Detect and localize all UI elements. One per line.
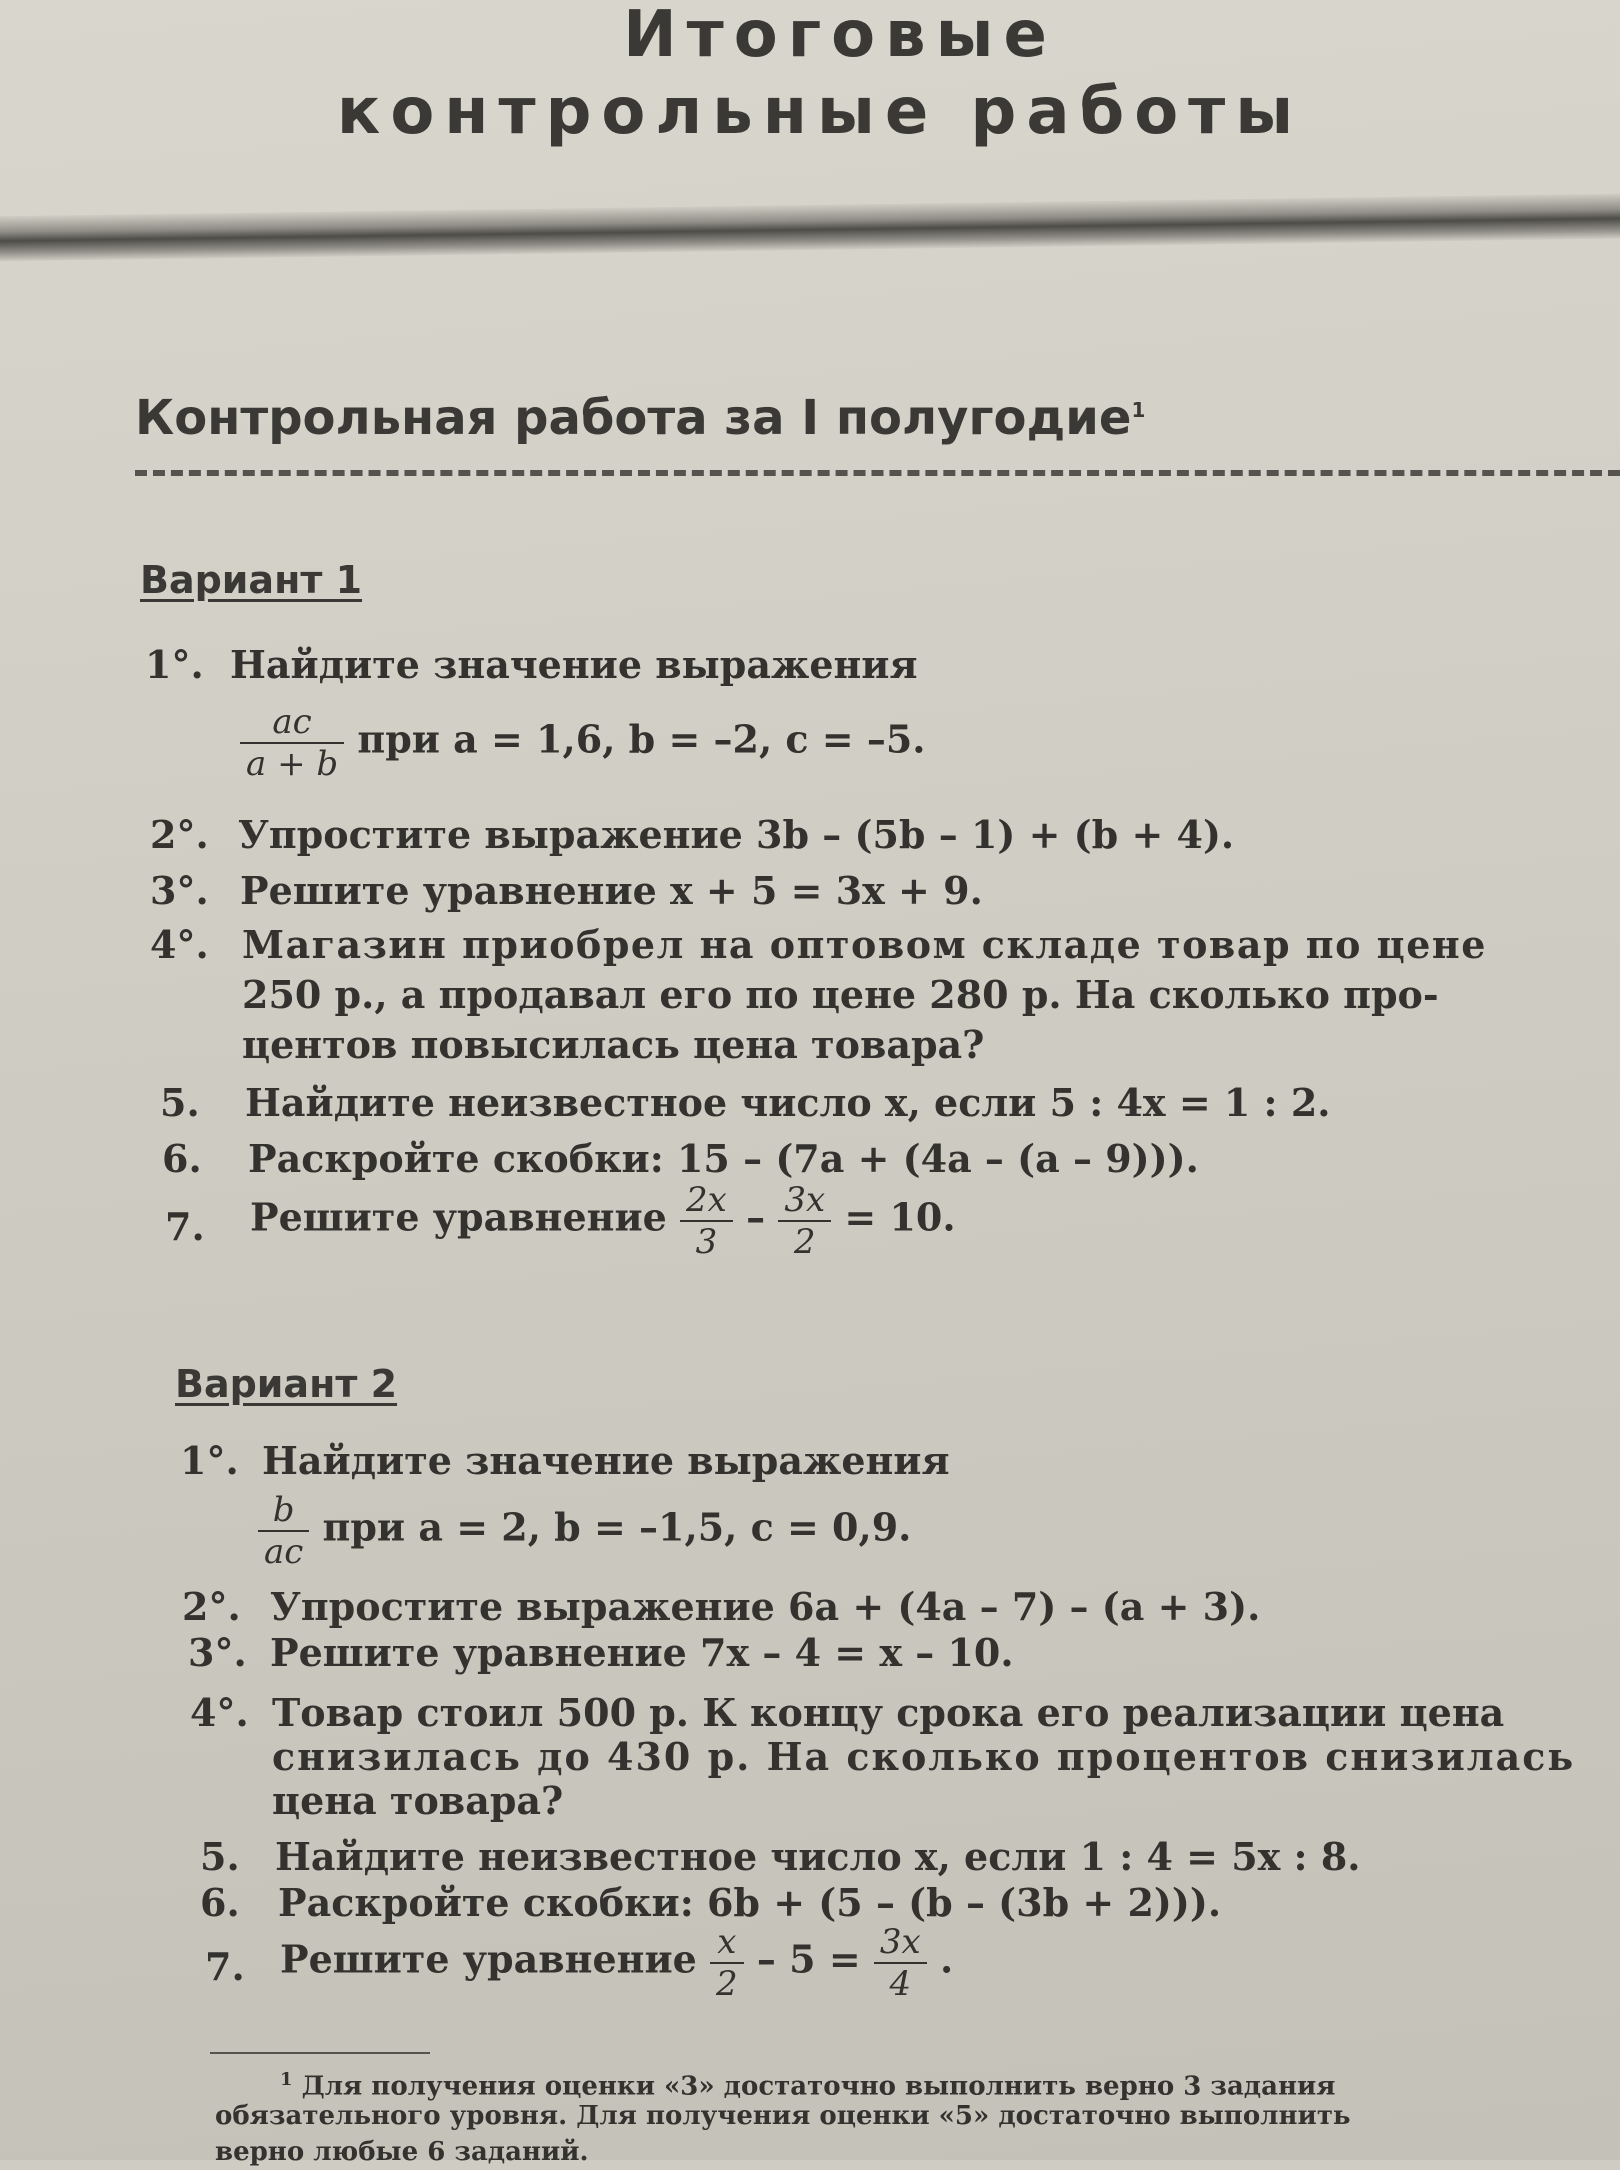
fraction xyxy=(258,1490,309,1572)
fraction-2 xyxy=(874,1922,927,2004)
fraction-numerator: 3x xyxy=(778,1180,831,1222)
v2-task-4 xyxy=(190,1690,1576,1825)
task-text-line2: снизилась до 430 р. На сколько процентов снизилась xyxy=(272,1734,1576,1779)
fraction-numerator: x xyxy=(710,1922,744,1964)
task-text: Раскройте скобки: 6b + (5 – (b – (3b + 2))). xyxy=(278,1880,1222,1925)
fraction-denominator: 2 xyxy=(716,1964,738,2004)
fraction-denominator: a + b xyxy=(246,744,339,784)
task-text-line1: Товар стоил 500 р. К концу срока его реализации цена xyxy=(272,1690,1505,1735)
fraction-1 xyxy=(680,1180,733,1262)
task-number: 7. xyxy=(165,1204,205,1249)
v1-task-7 xyxy=(165,1180,1565,1280)
v2-task-7 xyxy=(205,1922,1585,2024)
equation-rhs: = 10. xyxy=(844,1194,956,1240)
task-text: Решите уравнение xyxy=(250,1194,667,1240)
fraction-numerator: 2x xyxy=(680,1180,733,1222)
fraction-numerator: ac xyxy=(240,702,344,744)
task-number: 2°. xyxy=(150,812,209,857)
section-title-text: Контрольная работа за I полугодие xyxy=(135,390,1132,446)
task-formula xyxy=(240,702,926,784)
chapter-title-line2: контрольные работы xyxy=(336,75,1304,149)
fraction-1 xyxy=(710,1922,744,2004)
task-number: 7. xyxy=(205,1944,245,1989)
v1-task-2 xyxy=(150,812,1550,858)
task-values: при a = 2, b = –1,5, c = 0,9. xyxy=(322,1504,912,1550)
task-text: Упростите выражение 3b – (5b – 1) + (b + 4). xyxy=(238,812,1235,857)
task-text: Найдите неизвестное число x, если 1 : 4 = 5x : 8. xyxy=(275,1834,1361,1879)
task-number: 4°. xyxy=(190,1690,249,1735)
footnote-line3: верно любые 6 заданий. xyxy=(215,2137,589,2167)
operator: – xyxy=(746,1194,766,1240)
fraction-denominator: 3 xyxy=(695,1222,718,1262)
task-text: Найдите неизвестное число x, если 5 : 4x = 1 : 2. xyxy=(245,1080,1331,1125)
task-number: 2°. xyxy=(182,1584,241,1629)
fraction xyxy=(240,702,344,784)
fraction-denominator: 4 xyxy=(889,1964,912,2004)
footnote-mark: 1 xyxy=(280,2069,293,2090)
fraction-numerator: 3x xyxy=(874,1922,927,1964)
task-number: 1°. xyxy=(180,1438,239,1483)
task-text: Найдите значение выражения xyxy=(230,642,918,687)
v2-task-2 xyxy=(182,1584,1562,1630)
task-text: Решите уравнение xyxy=(280,1936,697,1982)
task-number: 6. xyxy=(162,1136,202,1181)
task-text-line3: цена товара? xyxy=(272,1778,564,1823)
v1-task-6 xyxy=(162,1136,1562,1182)
v1-task-1 xyxy=(145,642,1545,792)
task-values: при a = 1,6, b = –2, c = –5. xyxy=(357,716,926,762)
fraction-numerator: b xyxy=(258,1490,309,1532)
task-body xyxy=(250,1180,956,1262)
task-body xyxy=(280,1922,953,2004)
task-formula xyxy=(258,1490,911,1572)
v2-task-1 xyxy=(180,1438,1560,1578)
task-text: Решите уравнение x + 5 = 3x + 9. xyxy=(240,868,983,913)
task-text: Упростите выражение 6a + (4a – 7) – (a + 3). xyxy=(270,1584,1261,1629)
fraction-2 xyxy=(778,1180,831,1262)
v1-task-3 xyxy=(150,868,1550,914)
task-number: 3°. xyxy=(188,1630,247,1675)
equation-middle: – 5 = xyxy=(756,1936,861,1982)
equation-end: . xyxy=(939,1936,954,1982)
task-text: Найдите значение выражения xyxy=(262,1438,950,1483)
task-number: 1°. xyxy=(145,642,204,687)
footnote-ref: 1 xyxy=(1131,398,1146,422)
section-title xyxy=(135,390,1145,446)
v2-task-6 xyxy=(200,1880,1580,1926)
task-text: Раскройте скобки: 15 – (7a + (4a – (a – 9))). xyxy=(248,1136,1199,1181)
v1-task-5 xyxy=(160,1080,1560,1126)
footnote-line1-text: Для получения оценки «3» достаточно выполнить верно 3 задания xyxy=(301,2071,1336,2102)
task-number: 6. xyxy=(200,1880,240,1925)
fraction-denominator: 2 xyxy=(793,1222,816,1262)
task-number: 4°. xyxy=(150,922,209,967)
v1-task-4 xyxy=(150,922,1570,1072)
footnote-line2: обязательного уровня. Для получения оценки «5» достаточно выполнить xyxy=(215,2101,1351,2131)
v2-task-3 xyxy=(188,1630,1568,1676)
task-number: 3°. xyxy=(150,868,209,913)
section-dashed-rule xyxy=(135,470,1620,476)
variant-1-title: Вариант 1 xyxy=(140,558,363,602)
variant-2-title: Вариант 2 xyxy=(175,1362,398,1406)
footnote-rule xyxy=(210,2052,430,2054)
task-text-line2: 250 р., а продавал его по цене 280 р. На сколько про- xyxy=(242,972,1439,1017)
task-number: 5. xyxy=(200,1834,240,1879)
v2-task-5 xyxy=(200,1834,1580,1880)
chapter-title-line1: Итоговые xyxy=(623,0,1057,72)
task-text-line1: Магазин приобрел на оптовом складе товар по цене xyxy=(242,922,1487,967)
task-text-line3: центов повысилась цена товара? xyxy=(242,1022,985,1067)
task-text: Решите уравнение 7x – 4 = x – 10. xyxy=(270,1630,1014,1675)
task-number: 5. xyxy=(160,1080,200,1125)
fraction-denominator: ac xyxy=(264,1532,304,1572)
